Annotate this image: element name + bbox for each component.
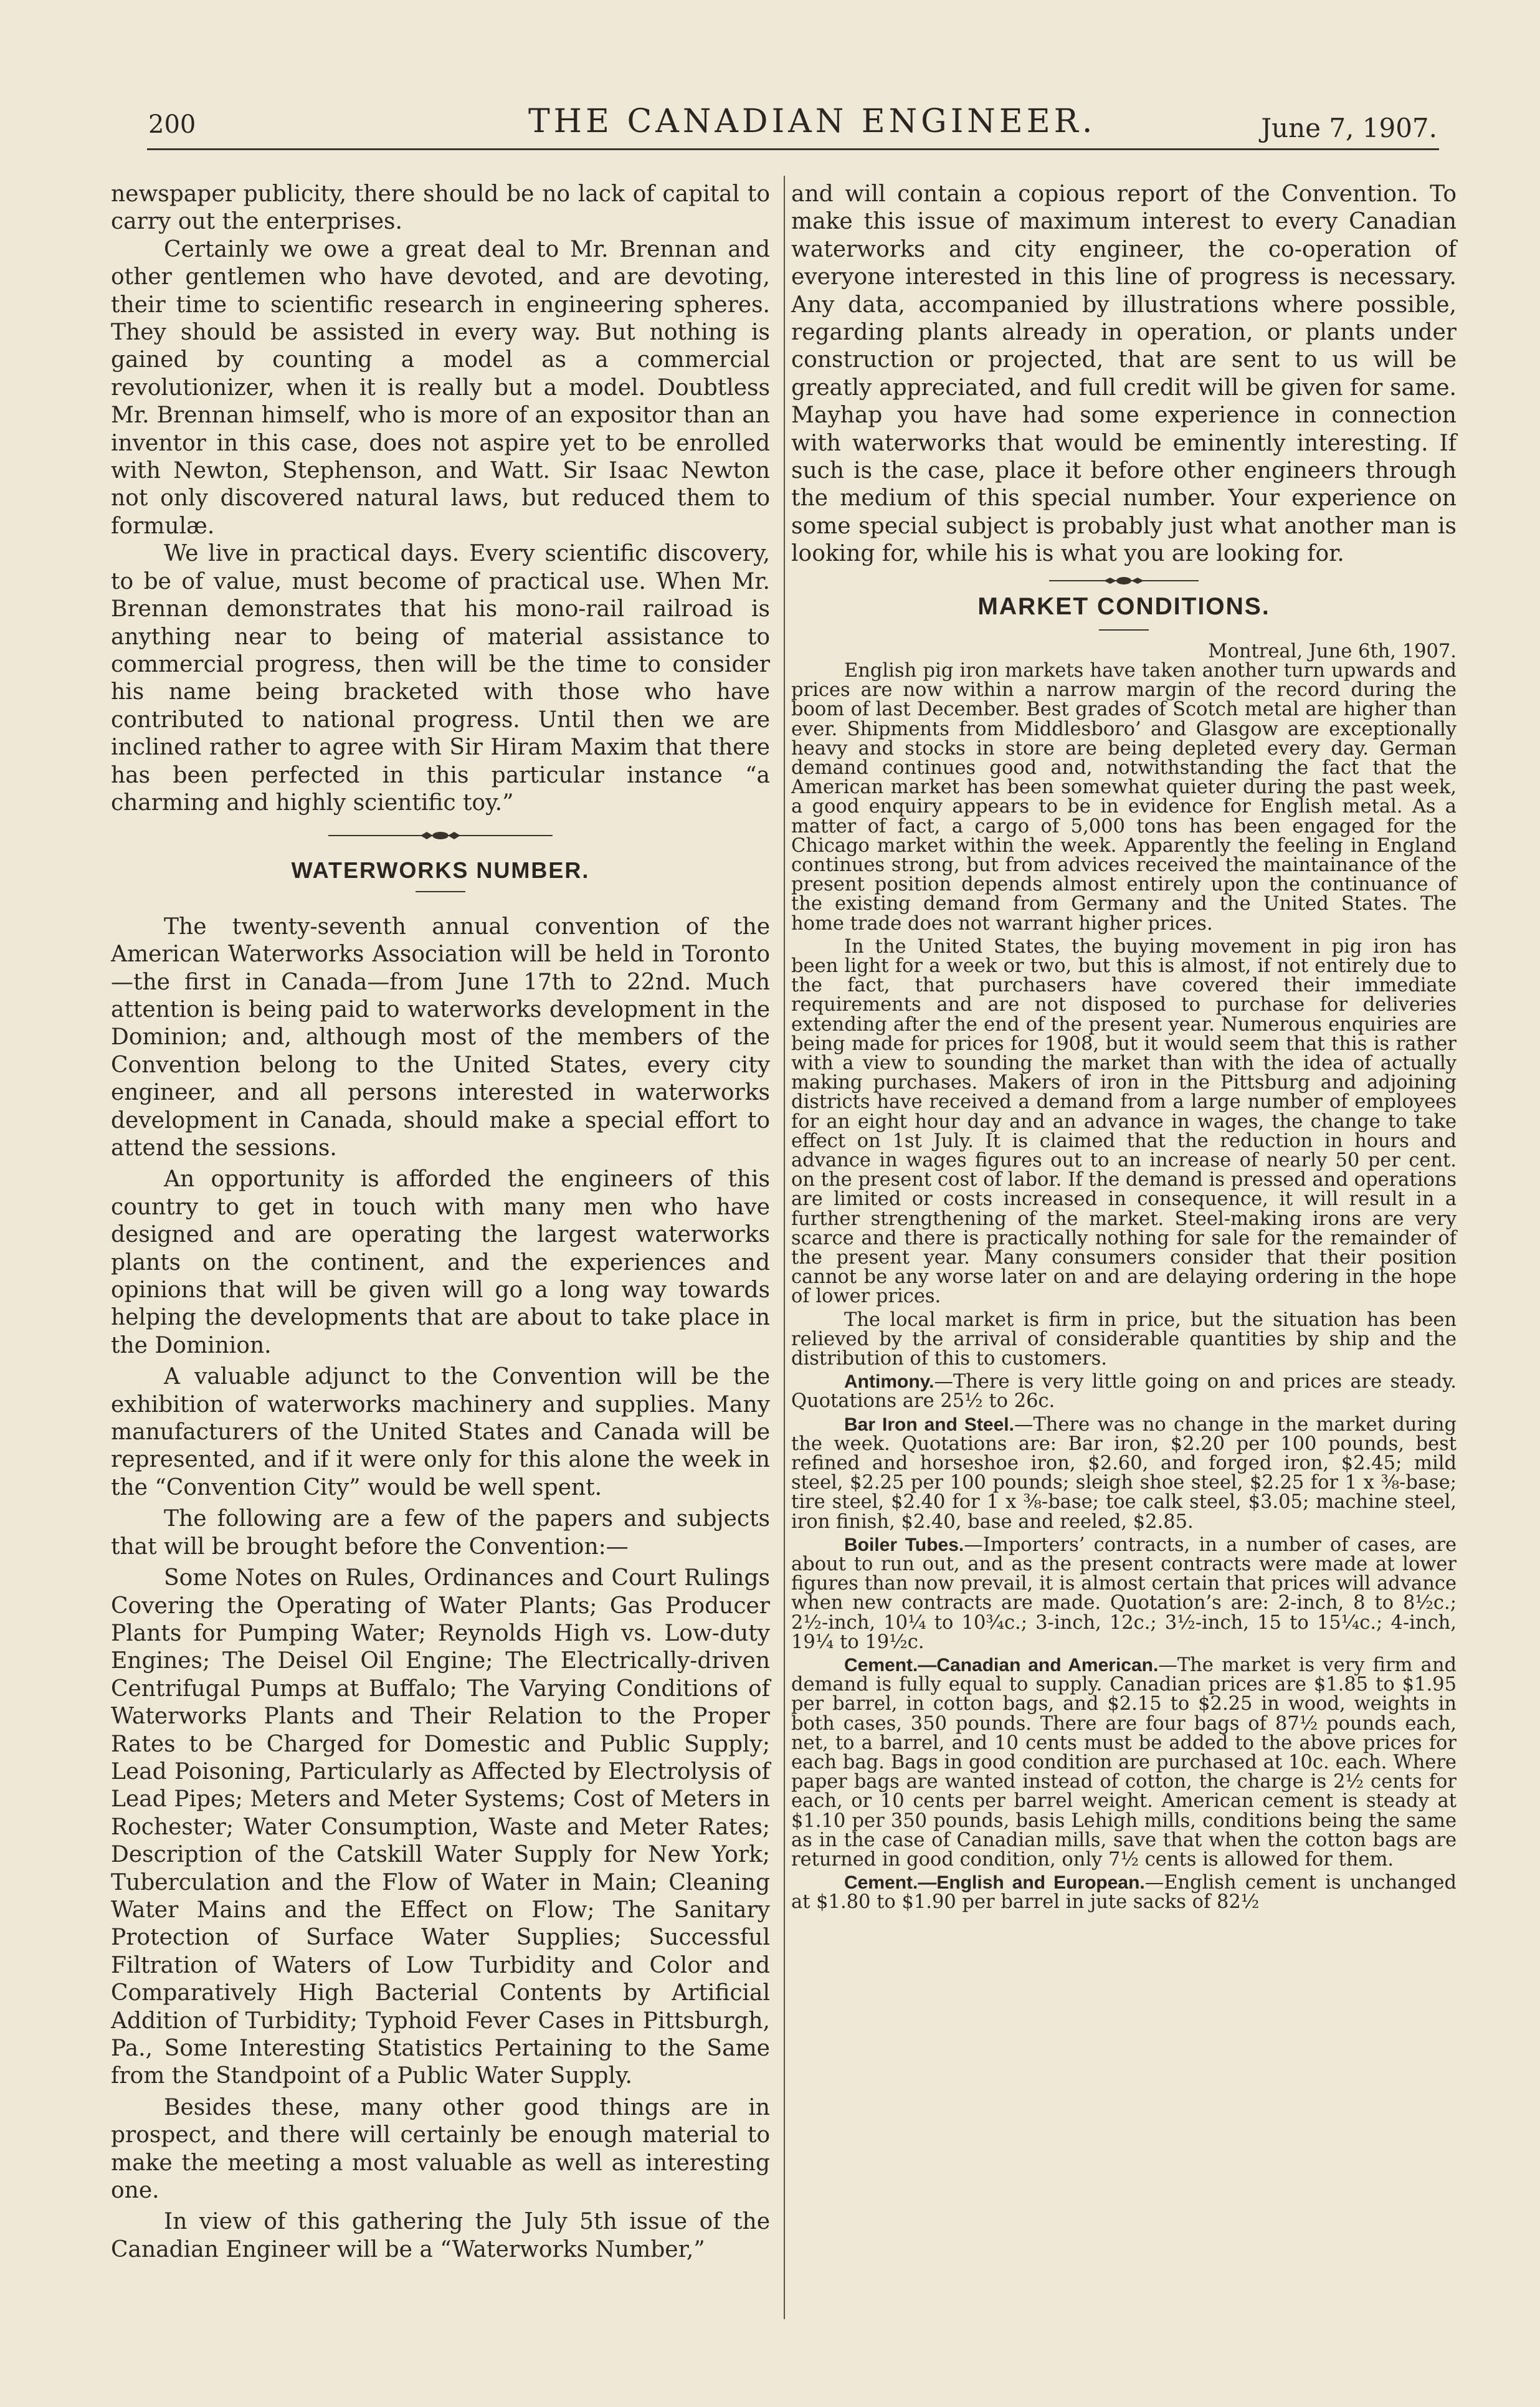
item-lead: Cement.—Canadian and American. [844,1655,1159,1676]
item-lead: Cement.—English and European. [844,1872,1145,1894]
article-paragraph: The following are a few of the papers and subjects that will be brought before the Convention:— [111,1506,770,1560]
header-rule [147,148,1439,150]
item-text: —The market is very firm and demand is fully equal to supply. Canadian prices are $1.85 to $1.95 per barrel, in cotton bags, and $2.15 to $2.25 in wood, weights in both cases, 350 pounds. There are four bags of 87½ pounds each, net, to a barrel, and 10 cents must be added to the above prices for each bag. Bags in good condition are purchased at 10c. each. Where paper bags are wanted instead of cotton, the charge is 2½ cents for each, or 10 cents per barrel weight. American cement is steady at $1.10 per 350 pounds, basis Lehigh mills, conditions being the same as in the case of Canadian mills, save that when the cotton bags are returned in good condition, only 7½ cents is allowed for them. [791,1654,1457,1871]
section-ornament-icon [1030,568,1217,593]
article-paragraph: and will contain a copious report of the Convention. To make this issue of maximum interest to every Canadian waterworks and city engineer, the co-operation of everyone interested in this line of progress is necessary. Any data, accompanied by illustrations where possible, regarding plants already in operation, or plants under construction or projected, that are sent to us will be greatly appreciated, and full credit will be given for same. Mayhap you have had some experience in connection with waterworks that would be eminently interesting. If such is the case, place it before other engineers through the medium of this special number. Your experience on some special subject is probably just what another man is looking for, while his is what you are looking for. [791,181,1457,567]
item-lead: Boiler Tubes. [844,1534,964,1555]
page-number: 200 [148,110,196,139]
article-paragraph: A valuable adjunct to the Convention will be the exhibition of waterworks machinery and supplies. Many manufacturers of the United States and Canada will be represented, and if it were only for this alone the week in the “Convention City” would be well spent. [111,1364,770,1500]
article-paragraph: Besides these, many other good things are in prospect, and there will certainly be enough material to make the meeting a most valuable as well as interesting one. [111,2094,770,2204]
dateline: Montreal, June 6th, 1907. [1208,640,1457,662]
item-text: —Importers’ contracts, in a number of cases, are about to run out, and as the present contracts were made at lower figures than now prevail, it is almost certain that prices will advance when new contracts are made. Quotation’s are: 2-inch, 8 to 8½c.; 2½-inch, 10¼ to 10¾c.; 3-inch, 12c.; 3½-inch, 15 to 15¼c.; 4-inch, 19¼ to 19½c. [791,1533,1457,1653]
publication-title: THE CANADIAN ENGINEER. [528,103,1096,140]
market-item-boiler-tubes [791,1535,1457,1652]
title-rule [416,891,465,892]
article-paragraph: In view of this gathering the July 5th issue of the Canadian Engineer will be a “Waterworks Number,” [111,2209,770,2262]
left-column [111,181,770,2264]
article-paragraph: An opportunity is afforded the engineers of this country to get in touch with many men who have designed and are operating the largest waterworks plants on the continent, and the experiences and opinions that will be given will go a long way towards helping the developments that are about to take place in the Dominion. [111,1166,770,1358]
article-paragraph: Certainly we owe a great deal to Mr. Brennan and other gentlemen who have devoted, and are devoting, their time to scientific research in engineering spheres. They should be assisted in every way. But nothing is gained by counting a model as a commercial revolutionizer, when it is really but a model. Doubtless Mr. Brennan himself, who is more of an expositor than an inventor in this case, does not aspire yet to be enrolled with Newton, Stephenson, and Watt. Sir Isaac Newton not only discovered natural laws, but reduced them to formulæ. [111,236,770,539]
issue-date: June 7, 1907. [1261,113,1437,143]
right-column [791,181,1457,1912]
section-title-waterworks: WATERWORKS NUMBER. [291,857,590,884]
article-paragraph: We live in practical days. Every scientific discovery, to be of value, must become of practical use. When Mr. Brennan demonstrates that his mono-rail railroad is anything near to being of material assistance to commercial progress, then will be the time to consider his name being bracketed with those who have contributed to national progress. Until then we are inclined rather to agree with Sir Hiram Maxim that there has been perfected in this particular instance “a charming and highly scientific toy.” [111,541,770,816]
page-header [148,103,1437,146]
item-text: —There is very little going on and prices are steady. Quotations are 25½ to 26c. [791,1371,1457,1413]
market-item-bar-iron [791,1415,1457,1532]
article-paragraph: newspaper publicity, there should be no lack of capital to carry out the enterprises. [111,181,770,235]
market-item-cement-english [791,1873,1457,1912]
section-ornament-icon [328,817,553,854]
section-title-market: MARKET CONDITIONS. [977,593,1270,620]
item-lead: Bar Iron and Steel. [844,1414,1014,1435]
title-rule [1099,629,1149,631]
market-paragraph: The local market is firm in price, but the situation has been relieved by the arrival of considerable quantities by ship and the distribution of this to customers. [791,1308,1457,1370]
article-paragraph: The twenty-seventh annual convention of the American Waterworks Association will be held in Toronto—the first in Canada—from June 17th to 22nd. Much attention is being paid to waterworks development in the Dominion; and, although most of the members of the Convention belong to the United States, every city engineer, and all persons interested in waterworks development in Canada, should make a special effort to attend the sessions. [111,913,770,1161]
item-lead: Antimony. [844,1371,934,1393]
item-text: —English cement is unchanged at $1.80 to $1.90 per barrel in jute sacks of 82½ [791,1872,1457,1914]
market-paragraph: In the United States, the buying movement in pig iron has been light for a week or two, but this is almost, if not entirely due to the fact, that purchasers have covered their immediate requirements and are not disposed to purchase for deliveries extending after the end of the present year. Numerous enquiries are being made for prices for 1908, but it would seem that this is rather with a view to sounding the market than with the idea of actually making purchases. Makers of iron in the Pittsburg and adjoining districts have received a demand from a large number of employees for an eight hour day and an advance in wages, the change to take effect on 1st July. It is claimed that the reduction in hours and advance in wages figures out to an increase of nearly 50 per cent. on the present cost of labor. If the demand is pressed and operations are limited or costs increased in consequence, it will result in a further strengthening of the market. Steel-making irons are very scarce and there is practically nothing for sale for the remainder of the present year. Many consumers consider that their position cannot be any worse later on and are delaying ordering in the hope of lower prices. [791,935,1457,1308]
market-item-cement-canadian [791,1656,1457,1869]
market-item-antimony [791,1372,1457,1411]
column-divider [784,176,785,2319]
market-paragraph: English pig iron markets have taken another turn upwards and prices are now within a narrow margin of the record during the boom of last December. Best grades of Scotch metal are higher than ever. Shipments from Middlesboro’ and Glasgow are exceptionally heavy and stocks in store are being depleted every day. German demand continues good and, notwithstanding the fact that the American market has been somewhat quieter during the past week, a good enquiry appears to be in evidence for English metal. As a matter of fact, a cargo of 5,000 tons has been engaged for the Chicago market within the week. Apparently the feeling in England continues strong, but from advices received the maintainance of the present position depends almost entirely upon the continuance of the existing demand from Germany and the United States. The home trade does not warrant higher prices. [791,659,1457,935]
item-text: —There was no change in the market during the week. Quotations are: Bar iron, $2.20 per 100 pounds, best refined and horseshoe iron, $2.60, and forged iron, $2.45; mild steel, $2.25 per 100 pounds; sleigh shoe steel, $2.25 for 1 x ⅜-base; tire steel, $2.40 for 1 x ⅜-base; toe calk steel, $3.05; machine steel, iron finish, $2.40, base and reeled, $2.85. [791,1413,1457,1533]
papers-list: Some Notes on Rules, Ordinances and Court Rulings Covering the Operating of Water Plants; Gas Producer Plants for Pumping Water; Reynolds High vs. Low-duty Engines; The Deisel Oil Engine; The Electrically-driven Centrifugal Pumps at Buffalo; The Varying Conditions of Waterworks Plants and Their Relation to the Proper Rates to be Charged for Domestic and Public Supply; Lead Poisoning, Particularly as Affected by Electrolysis of Lead Pipes; Meters and Meter Systems; Cost of Meters in Rochester; Water Consumption, Waste and Meter Rates; Description of the Catskill Water Supply for New York; Tuberculation and the Flow of Water in Main; Cleaning Water Mains and the Effect on Flow; The Sanitary Protection of Surface Water Supplies; Successful Filtration of Waters of Low Turbidity and Color and Comparatively High Bacterial Contents by Artificial Addition of Turbidity; Typhoid Fever Cases in Pittsburgh, Pa., Some Interesting Statistics Pertaining to the Same from the Standpoint of a Public Water Supply. [111,1565,770,2089]
